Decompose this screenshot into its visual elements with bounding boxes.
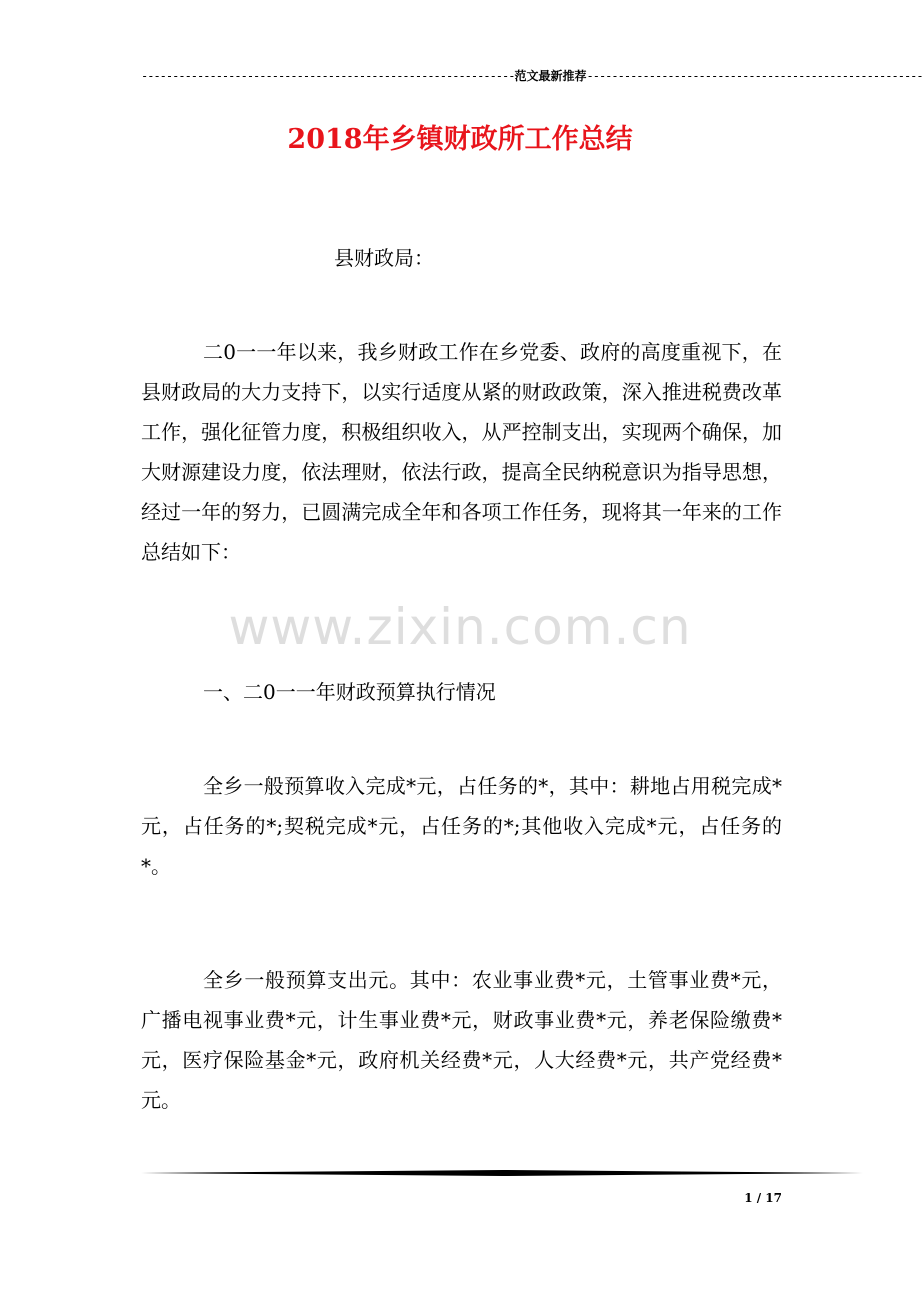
expenditure-paragraph: 全乡一般预算支出元。其中：农业事业费*元，土管事业费*元，广播电视事业费*元，计生事业费*元，财政事业费*元，养老保险缴费*元，医疗保险基金*元，政府机关经费*元，人大经费*元，共产党经费*元。 (141, 968, 782, 1112)
revenue-paragraph: 全乡一般预算收入完成*元，占任务的*，其中：耕地占用税完成*元，占任务的*;契税完成*元，占任务的*;其他收入完成*元，占任务的*。 (141, 774, 782, 878)
header-label: 范文最新推荐 (514, 69, 587, 83)
page-number: 1 / 17 (744, 1191, 782, 1205)
header-left-dashes: ------------------------------------------------------------ (141, 69, 515, 83)
watermark: www.zixin.com.cn (228, 598, 692, 656)
footer-rule (141, 1170, 863, 1176)
salutation: 县财政局： (334, 246, 434, 270)
page-header (141, 68, 923, 84)
header-right-dashes: ------------------------------------------------------ (586, 69, 923, 83)
document-title: 2018年乡镇财政所工作总结 (287, 124, 633, 155)
intro-paragraph: 二0一一年以来，我乡财政工作在乡党委、政府的高度重视下，在县财政局的大力支持下，以实行适度从紧的财政政策，深入推进税费改革工作，强化征管力度，积极组织收入，从严控制支出，实现两个确保，加大财源建设力度，依法理财，依法行政，提高全民纳税意识为指导思想，经过一年的努力，已圆满完成全年和各项工作任务，现将其一年来的工作总结如下： (141, 340, 782, 564)
section-heading: 一、二0一一年财政预算执行情况 (203, 680, 496, 704)
